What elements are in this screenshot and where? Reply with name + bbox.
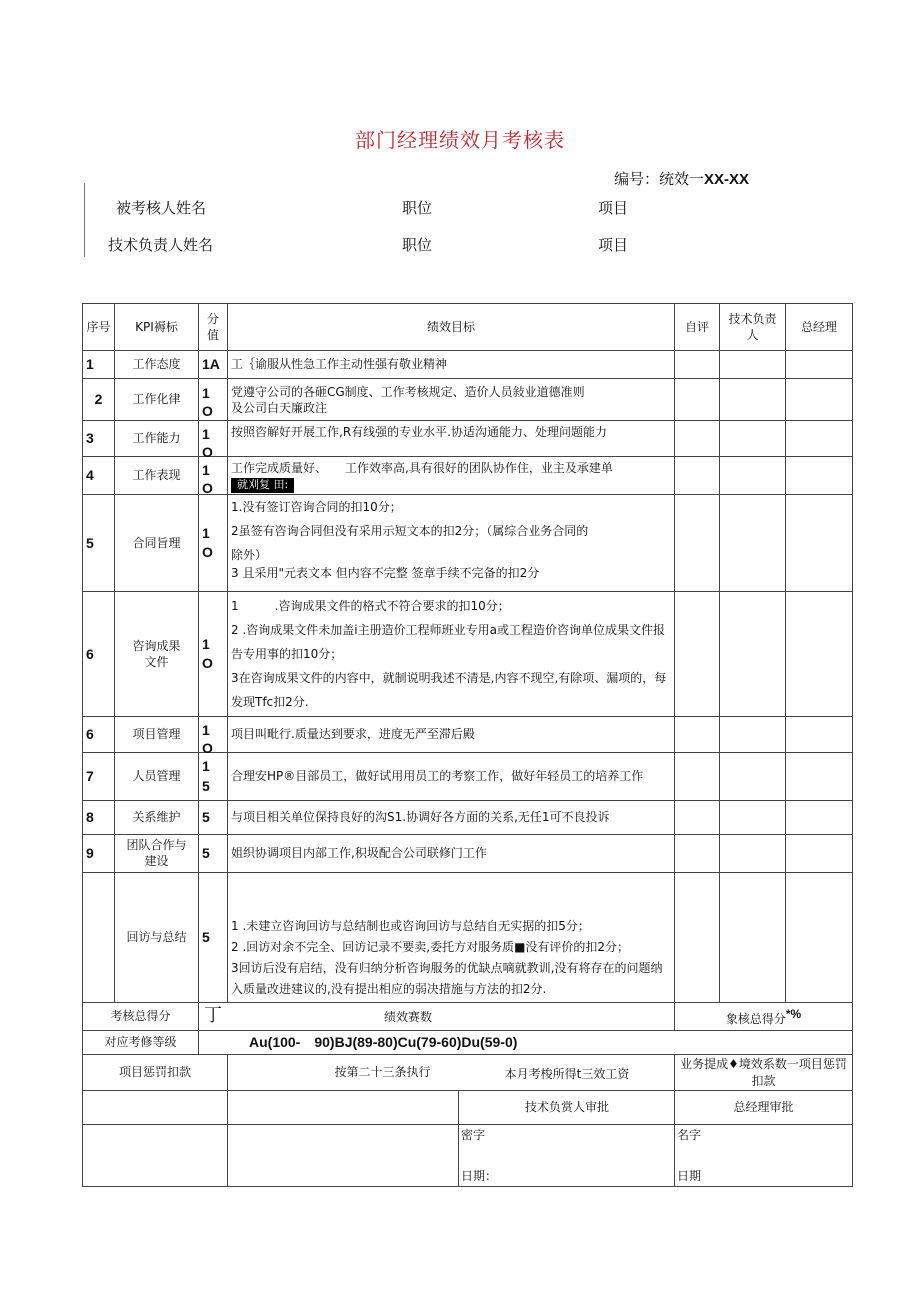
- form-number-code: XX-XX: [704, 171, 750, 188]
- row-seq: 4: [83, 457, 115, 495]
- row-score: 1 O: [199, 495, 228, 592]
- self-score-cell[interactable]: [675, 873, 720, 1003]
- row-target: 工｛谕服从性急工作主动性强有敬业精神: [228, 351, 675, 379]
- row-target: 与项目相关单位保持良好的沟S1.协调好各方面的关系,无任1可不良投诉: [228, 801, 675, 835]
- tech-score-cell[interactable]: [720, 495, 786, 592]
- total-score-cell[interactable]: [199, 1003, 675, 1031]
- self-score-cell[interactable]: [675, 801, 720, 835]
- form-number-label: 编号：: [614, 170, 660, 188]
- table-row: [83, 495, 853, 592]
- row-target: 项目叫毗行.质量达到要求，进度无严至滞后殿: [228, 717, 675, 753]
- gm-score-cell[interactable]: [786, 351, 853, 379]
- row-target: 姐织协调项目内部工作,积圾配合公司联修门工作: [228, 835, 675, 873]
- tech-score-cell[interactable]: [720, 457, 786, 495]
- row-score: 1 O: [199, 457, 228, 495]
- form-number-prefix: 统效一: [659, 170, 705, 188]
- col-self: 自评: [675, 304, 720, 351]
- col-kpi: KPI褥标: [115, 304, 199, 351]
- row-target: 党遵守公司的各砸CG制度、工作考核规定、造价人员敍业道德准则 及公司白天廉政注: [228, 379, 675, 421]
- row-target: 1 .咨询成果文件的格式不符合要求的扣10分； 2 .咨询成果文件未加盖i主册造价工程师班业专用a或工程造价咨询单位成果文件报告专用事的扣10分； 3在咨询成果文件的内容中，就制说明我述不清是,内容不现空,有除项、漏项的，每发现Tfc扣2分.: [228, 592, 675, 717]
- redacted-text: 就刈复 田:: [231, 478, 294, 493]
- tech-score-cell[interactable]: [720, 873, 786, 1003]
- tech-lead-name-label: 技术负责人姓名: [108, 236, 214, 254]
- table-row: [83, 457, 853, 495]
- table-row: [83, 351, 853, 379]
- self-score-cell[interactable]: [675, 457, 720, 495]
- self-score-cell[interactable]: [675, 592, 720, 717]
- summary-score-cell[interactable]: [675, 1003, 853, 1031]
- gm-score-cell[interactable]: [786, 495, 853, 592]
- penalty-label: 项目惩罚扣款: [83, 1055, 228, 1091]
- gm-score-cell[interactable]: [786, 457, 853, 495]
- row-target: 合理安HP®目部员工，做好试用用员工的考察工作，做好年轻员工的培养工作: [228, 753, 675, 801]
- tech-score-cell[interactable]: [720, 835, 786, 873]
- row-target: 1 .未建立咨询回访与总结制也或咨询回访与总结自无实据的扣5分； 2 .回访对余不完全、回访记录不要卖,委托方对服务质■没有评价的扣2分； 3回访后没有启结，没有归纳分析咨询服务的优缺点嘀就教训,没有将存在的问题纳入质量改进建议的,没有提出相应的弱决措施与方法的扣2分.: [228, 873, 675, 1003]
- summary-score-label: 象核总得分: [725, 1011, 786, 1026]
- row-seq: 2: [83, 379, 115, 421]
- appraisee-name-label: 被考核人姓名: [116, 199, 207, 217]
- gm-signature-cell[interactable]: [675, 1125, 853, 1187]
- gm-date-label: 日期: [677, 1168, 702, 1183]
- row-score: 5: [199, 801, 228, 835]
- tech-approval-label: 技术负赏人审批: [524, 1100, 609, 1115]
- row-seq: 6: [83, 717, 115, 753]
- col-tech-lead: 技术负责人: [720, 304, 786, 351]
- gm-score-cell[interactable]: [786, 835, 853, 873]
- row-target: 工作完成质量好、 工作效率高,具有很好的团队协作住，业主及承建单 就刈复 田:: [228, 457, 675, 495]
- self-score-cell[interactable]: [675, 835, 720, 873]
- tech-sign-label: 密字: [461, 1128, 486, 1142]
- row-kpi: 关系维护: [115, 801, 199, 835]
- project-label: 项目: [598, 199, 629, 217]
- row-kpi: 工作能力: [115, 421, 199, 457]
- signature-row: [83, 1125, 853, 1187]
- row-score: 1A: [199, 351, 228, 379]
- row-kpi: 回访与总结: [115, 873, 199, 1003]
- table-row: [83, 835, 853, 873]
- page-title: 部门经理绩效月考核表: [355, 128, 565, 152]
- table-row: [83, 873, 853, 1003]
- col-seq: 序号: [83, 304, 115, 351]
- gm-sign-label: 名字: [677, 1128, 702, 1142]
- form-number: [614, 168, 749, 189]
- row-seq: 8: [83, 801, 115, 835]
- row-kpi: 人员管理: [115, 753, 199, 801]
- table-row: [83, 753, 853, 801]
- row-seq: 1: [83, 351, 115, 379]
- gm-score-cell[interactable]: [786, 592, 853, 717]
- approval-blank: [83, 1091, 228, 1125]
- row-kpi: 团队合作与 建设: [115, 835, 199, 873]
- row-score: 1 5: [199, 753, 228, 801]
- tech-signature-cell[interactable]: [228, 1125, 675, 1187]
- self-score-cell[interactable]: [675, 717, 720, 753]
- tech-score-cell[interactable]: [720, 753, 786, 801]
- kpi-table: [82, 303, 853, 1187]
- header-divider: [84, 183, 85, 257]
- row-score: 5: [199, 873, 228, 1003]
- table-row: [83, 801, 853, 835]
- col-gm: 总经理: [786, 304, 853, 351]
- self-score-cell[interactable]: [675, 379, 720, 421]
- gm-score-cell[interactable]: [786, 379, 853, 421]
- summary-score-mark: *%: [785, 1006, 802, 1021]
- row-seq: 6: [83, 592, 115, 717]
- coefficient-label: 绩效赛数: [384, 1010, 433, 1025]
- grade-scale: Au(100- 90)BJ(89-80)Cu(79-60)Du(59-0): [199, 1031, 853, 1055]
- self-score-cell[interactable]: [675, 753, 720, 801]
- total-score-label: 考核总得分: [83, 1003, 199, 1031]
- position-label: 职位: [402, 199, 433, 217]
- row-score: 1 O: [199, 379, 228, 421]
- gm-approval-label: 总经理审批: [675, 1091, 853, 1125]
- tech-lead-project-label: 项目: [598, 236, 629, 254]
- tech-score-cell[interactable]: [720, 717, 786, 753]
- bonus-formula: 业务提成♦境效系数一项目惩罚扣款: [675, 1055, 853, 1091]
- gm-score-cell[interactable]: [786, 801, 853, 835]
- row-seq: 3: [83, 421, 115, 457]
- gm-score-cell[interactable]: [786, 717, 853, 753]
- row-score: 1 O: [199, 421, 228, 457]
- col-score: 分值: [199, 304, 228, 351]
- row-score: 5: [199, 835, 228, 873]
- table-row: [83, 592, 853, 717]
- table-header-row: [83, 304, 853, 351]
- row-seq: 5: [83, 495, 115, 592]
- tech-score-cell[interactable]: [720, 379, 786, 421]
- gm-score-cell[interactable]: [786, 753, 853, 801]
- total-score-mark: 丁: [204, 1005, 222, 1027]
- row-kpi: 咨询成果 文件: [115, 592, 199, 717]
- grade-label: 对应考修等级: [83, 1031, 199, 1055]
- row-kpi: 项目管理: [115, 717, 199, 753]
- table-row: [83, 379, 853, 421]
- table-row: [83, 421, 853, 457]
- self-score-cell[interactable]: [675, 351, 720, 379]
- tech-score-cell[interactable]: [720, 801, 786, 835]
- row-score: 1 O: [199, 717, 228, 753]
- penalty-rule: 按第二十三条执行: [228, 1055, 675, 1091]
- salary-label: 本月考梭所得t三效工资: [460, 1059, 674, 1089]
- tech-lead-position-label: 职位: [402, 236, 433, 254]
- self-score-cell[interactable]: [675, 495, 720, 592]
- row-kpi: 工作化律: [115, 379, 199, 421]
- row-kpi: 工作态度: [115, 351, 199, 379]
- approval-header-row: [83, 1091, 853, 1125]
- row-seq: 9: [83, 835, 115, 873]
- row-kpi: 工作表现: [115, 457, 199, 495]
- row-target: 1.没有签订咨询合同的扣10分； 2虽签有咨询合同但没有采用示短文本的扣2分；（属综合业务合同的 除外） 3 且采用"元表文本 但内容不完整 签章手续不完备的扣2分: [228, 495, 675, 592]
- total-score-row: [83, 1003, 853, 1031]
- row-seq: 7: [83, 753, 115, 801]
- grade-row: [83, 1031, 853, 1055]
- tech-score-cell[interactable]: [720, 351, 786, 379]
- signature-blank: [83, 1125, 228, 1187]
- row-score: 1 O: [199, 592, 228, 717]
- col-target: 绩效目标: [228, 304, 675, 351]
- row-seq: [83, 873, 115, 1003]
- self-score-cell[interactable]: [675, 421, 720, 457]
- gm-score-cell[interactable]: [786, 421, 853, 457]
- row-kpi: 合同旨理: [115, 495, 199, 592]
- table-row: [83, 717, 853, 753]
- tech-score-cell[interactable]: [720, 421, 786, 457]
- tech-date-label: 日期：: [461, 1168, 498, 1183]
- row-target: 按照咨解好开展工作,R有线强的专业水平.协适沟通能力、处理问题能力: [228, 421, 675, 457]
- gm-score-cell[interactable]: [786, 873, 853, 1003]
- tech-score-cell[interactable]: [720, 592, 786, 717]
